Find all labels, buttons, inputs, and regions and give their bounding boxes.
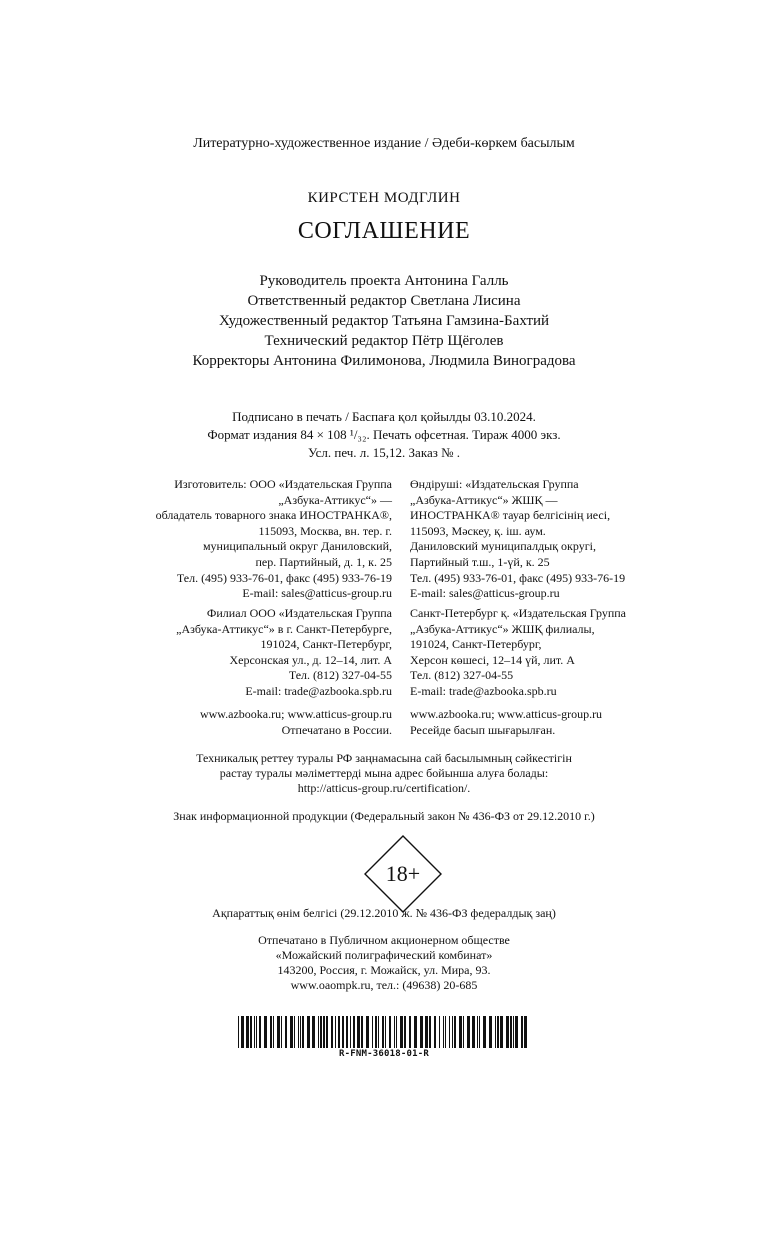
- staff-technical-editor: Технический редактор Пётр Щёголев: [264, 333, 504, 349]
- barcode-bar: [389, 1016, 391, 1048]
- age-rating-label: 18+: [385, 861, 421, 886]
- barcode-bar: [273, 1016, 274, 1048]
- barcode-bar: [472, 1016, 475, 1048]
- printer-address: 143200, Россия, г. Можайск, ул. Мира, 93.: [277, 963, 491, 977]
- manufacturer-kz: [410, 477, 625, 602]
- barcode-bar: [285, 1016, 287, 1048]
- barcode-bar: [409, 1016, 411, 1048]
- staff-project-manager: Руководитель проекта Антонина Галль: [259, 273, 509, 289]
- certification-url: http://atticus-group.ru/certification/.: [297, 781, 471, 795]
- barcode-bar: [246, 1016, 249, 1048]
- manufacturer-kz-line: Тел. (495) 933-76-01, факс (495) 933-76-19: [410, 570, 626, 585]
- book-title: СОГЛАШЕНИЕ: [297, 218, 471, 244]
- manufacturer-ru-line: муниципальный округ Даниловский,: [202, 539, 392, 554]
- barcode-bar: [372, 1016, 373, 1048]
- barcode-bar: [463, 1016, 464, 1048]
- barcode-bar: [277, 1016, 280, 1048]
- barcode-bar: [312, 1016, 315, 1048]
- manufacturer-ru-line: Изготовитель: ООО «Издательская Группа: [174, 477, 392, 491]
- age-rating-badge: [363, 834, 443, 914]
- barcode-icon: [238, 1016, 530, 1048]
- barcode-bar: [483, 1016, 486, 1048]
- barcode-bar: [400, 1016, 403, 1048]
- barcode-bar: [425, 1016, 428, 1048]
- barcode-bar: [323, 1016, 325, 1048]
- print-sheets-order: Усл. печ. л. 15,12. Заказ № .: [307, 445, 461, 460]
- barcode-bar: [524, 1016, 527, 1048]
- barcode-bar: [300, 1016, 301, 1048]
- branch-ru-line: 191024, Санкт-Петербург,: [260, 637, 392, 652]
- barcode-bar: [264, 1016, 267, 1048]
- barcode-bar: [320, 1016, 322, 1048]
- manufacturer-kz-line: „Азбука-Аттикус“» ЖШҚ —: [410, 492, 558, 507]
- certification-line: растау туралы мәліметтерді мына адрес бойынша алуға болады:: [219, 766, 549, 780]
- barcode-bar: [420, 1016, 423, 1048]
- barcode-bar: [521, 1016, 523, 1048]
- barcode-bar: [414, 1016, 417, 1048]
- web-kz: [410, 707, 602, 738]
- manufacturer-kz-line: Партийный т.ш., 1-үй, к. 25: [410, 554, 550, 569]
- branch-ru-line: Филиал ООО «Издательская Группа: [206, 606, 392, 620]
- barcode-bar: [382, 1016, 384, 1048]
- barcode-bar: [495, 1016, 496, 1048]
- manufacturer-kz-email: E-mail: sales@atticus-group.ru: [410, 586, 560, 601]
- manufacturer-ru-email: E-mail: sales@atticus-group.ru: [242, 586, 392, 601]
- manufacturer-ru-line: „Азбука-Аттикус“» —: [278, 492, 392, 507]
- barcode-bar: [385, 1016, 386, 1048]
- barcode-bar: [513, 1016, 514, 1048]
- branch-kz-line: 191024, Санкт-Петербург,: [410, 637, 542, 652]
- certification-line: Техникалық реттеу туралы РФ заңнамасына сай басылымның сәйкестігін: [196, 751, 572, 765]
- web-kz-printed: Ресейде басып шығарылған.: [410, 722, 556, 737]
- barcode-bar: [270, 1016, 272, 1048]
- manufacturer-ru-line: обладатель товарного знака ИНОСТРАНКА®,: [155, 508, 392, 523]
- book-author: КИРСТЕН МОДГЛИН: [307, 190, 461, 206]
- branch-kz-line: „Азбука-Аттикус“» ЖШҚ филиалы,: [410, 621, 595, 636]
- barcode-bar: [394, 1016, 395, 1048]
- barcode-bar: [479, 1016, 480, 1048]
- barcode-bar: [326, 1016, 328, 1048]
- barcode-bar: [375, 1016, 377, 1048]
- barcode-bar: [510, 1016, 512, 1048]
- barcode-bar: [378, 1016, 379, 1048]
- staff-proofreaders: Корректоры Антонина Филимонова, Людмила Виноградова: [192, 353, 576, 369]
- branch-ru-line: Тел. (812) 327-04-55: [288, 668, 392, 683]
- barcode-bar: [290, 1016, 293, 1048]
- barcode-bar: [434, 1016, 436, 1048]
- barcode-bar: [445, 1016, 446, 1048]
- barcode-bar: [281, 1016, 282, 1048]
- barcode-bar: [454, 1016, 456, 1048]
- barcode-bar: [452, 1016, 453, 1048]
- manufacturer-ru-line: 115093, Москва, вн. тер. г.: [258, 523, 392, 538]
- manufacturer-ru: [156, 477, 392, 602]
- barcode-bar: [429, 1016, 431, 1048]
- series-line: Литературно-художественное издание / Әдеби-көркем басылым: [193, 136, 575, 151]
- info-product-sign-kz: Ақпараттық өнім белгісі (29.12.2010 ж. № 436-ФЗ федералдық заң): [212, 906, 556, 920]
- barcode-bar: [489, 1016, 492, 1048]
- barcode-bar: [259, 1016, 261, 1048]
- print-format: Формат издания 84 × 108 ¹/₃₂. Печать офсетная. Тираж 4000 экз.: [207, 427, 561, 442]
- printer-line: Отпечатано в Публичном акционерном обществе: [258, 933, 510, 947]
- branch-kz: [410, 606, 626, 700]
- barcode-bar: [515, 1016, 518, 1048]
- barcode-bar: [318, 1016, 319, 1048]
- info-product-sign: Знак информационной продукции (Федеральный закон № 436-ФЗ от 29.12.2010 г.): [173, 809, 595, 823]
- barcode-bar: [256, 1016, 257, 1048]
- barcode-bar: [298, 1016, 299, 1048]
- branch-kz-line: Херсон көшесі, 12–14 үй, лит. А: [410, 652, 575, 667]
- barcode-bar: [366, 1016, 369, 1048]
- barcode-bar: [350, 1016, 351, 1048]
- barcode-bar: [254, 1016, 255, 1048]
- barcode-bar: [404, 1016, 406, 1048]
- barcode-bar: [346, 1016, 348, 1048]
- manufacturer-ru-line: Тел. (495) 933-76-01, факс (495) 933-76-19: [176, 570, 392, 585]
- barcode-bar: [497, 1016, 499, 1048]
- barcode-bar: [302, 1016, 304, 1048]
- branch-kz-line: Тел. (812) 327-04-55: [410, 668, 514, 683]
- barcode-bar: [331, 1016, 333, 1048]
- barcode-bar: [294, 1016, 295, 1048]
- web-kz-sites: www.azbooka.ru; www.atticus-group.ru: [410, 707, 603, 721]
- branch-ru-line: „Азбука-Аттикус“» в г. Санкт-Петербурге,: [176, 621, 392, 636]
- barcode-bar: [361, 1016, 363, 1048]
- manufacturer-ru-line: пер. Партийный, д. 1, к. 25: [255, 554, 392, 569]
- manufacturer-kz-line: 115093, Мәскеу, қ. іш. аум.: [410, 523, 546, 538]
- barcode-bar: [396, 1016, 397, 1048]
- barcode-bar: [342, 1016, 344, 1048]
- barcode-bar: [439, 1016, 440, 1048]
- print-signed-date: Подписано в печать / Баспаға қол қойылды 03.10.2024.: [232, 409, 536, 424]
- barcode-bar: [335, 1016, 336, 1048]
- barcode-bar: [241, 1016, 244, 1048]
- manufacturer-kz-line: ИНОСТРАНКА® тауар белгісінің иесі,: [410, 508, 611, 523]
- barcode-bar: [459, 1016, 462, 1048]
- printer-line: «Можайский полиграфический комбинат»: [275, 948, 493, 962]
- barcode-bar: [500, 1016, 503, 1048]
- barcode-bar: [338, 1016, 340, 1048]
- barcode-bar: [353, 1016, 355, 1048]
- barcode-bar: [357, 1016, 360, 1048]
- barcode-bar: [238, 1016, 239, 1048]
- barcode-bar: [443, 1016, 444, 1048]
- branch-kz-line: Санкт-Петербург қ. «Издательская Группа: [410, 606, 626, 620]
- web-ru: [200, 707, 392, 738]
- barcode-bar: [506, 1016, 509, 1048]
- web-ru-sites: www.azbooka.ru; www.atticus-group.ru: [199, 707, 392, 721]
- branch-ru-email: E-mail: trade@azbooka.spb.ru: [245, 683, 392, 698]
- web-ru-printed: Отпечатано в России.: [281, 722, 392, 737]
- barcode-bar: [467, 1016, 470, 1048]
- barcode-bar: [477, 1016, 478, 1048]
- manufacturer-kz-line: Даниловский муниципалдық округі,: [410, 539, 596, 554]
- manufacturer-kz-line: Өндіруші: «Издательская Группа: [410, 477, 579, 491]
- barcode-bar: [307, 1016, 310, 1048]
- barcode-bar: [449, 1016, 450, 1048]
- barcode-code: R-FNM-36018-01-R: [339, 1049, 429, 1059]
- printer-contacts: www.oaompk.ru, тел.: (49638) 20-685: [290, 978, 478, 992]
- staff-responsible-editor: Ответственный редактор Светлана Лисина: [247, 293, 521, 309]
- branch-ru-line: Херсонская ул., д. 12–14, лит. А: [229, 652, 392, 667]
- branch-ru: [176, 606, 392, 700]
- branch-kz-email: E-mail: trade@azbooka.spb.ru: [410, 683, 557, 698]
- staff-art-editor: Художественный редактор Татьяна Гамзина-Бахтий: [218, 313, 550, 329]
- barcode-bar: [250, 1016, 252, 1048]
